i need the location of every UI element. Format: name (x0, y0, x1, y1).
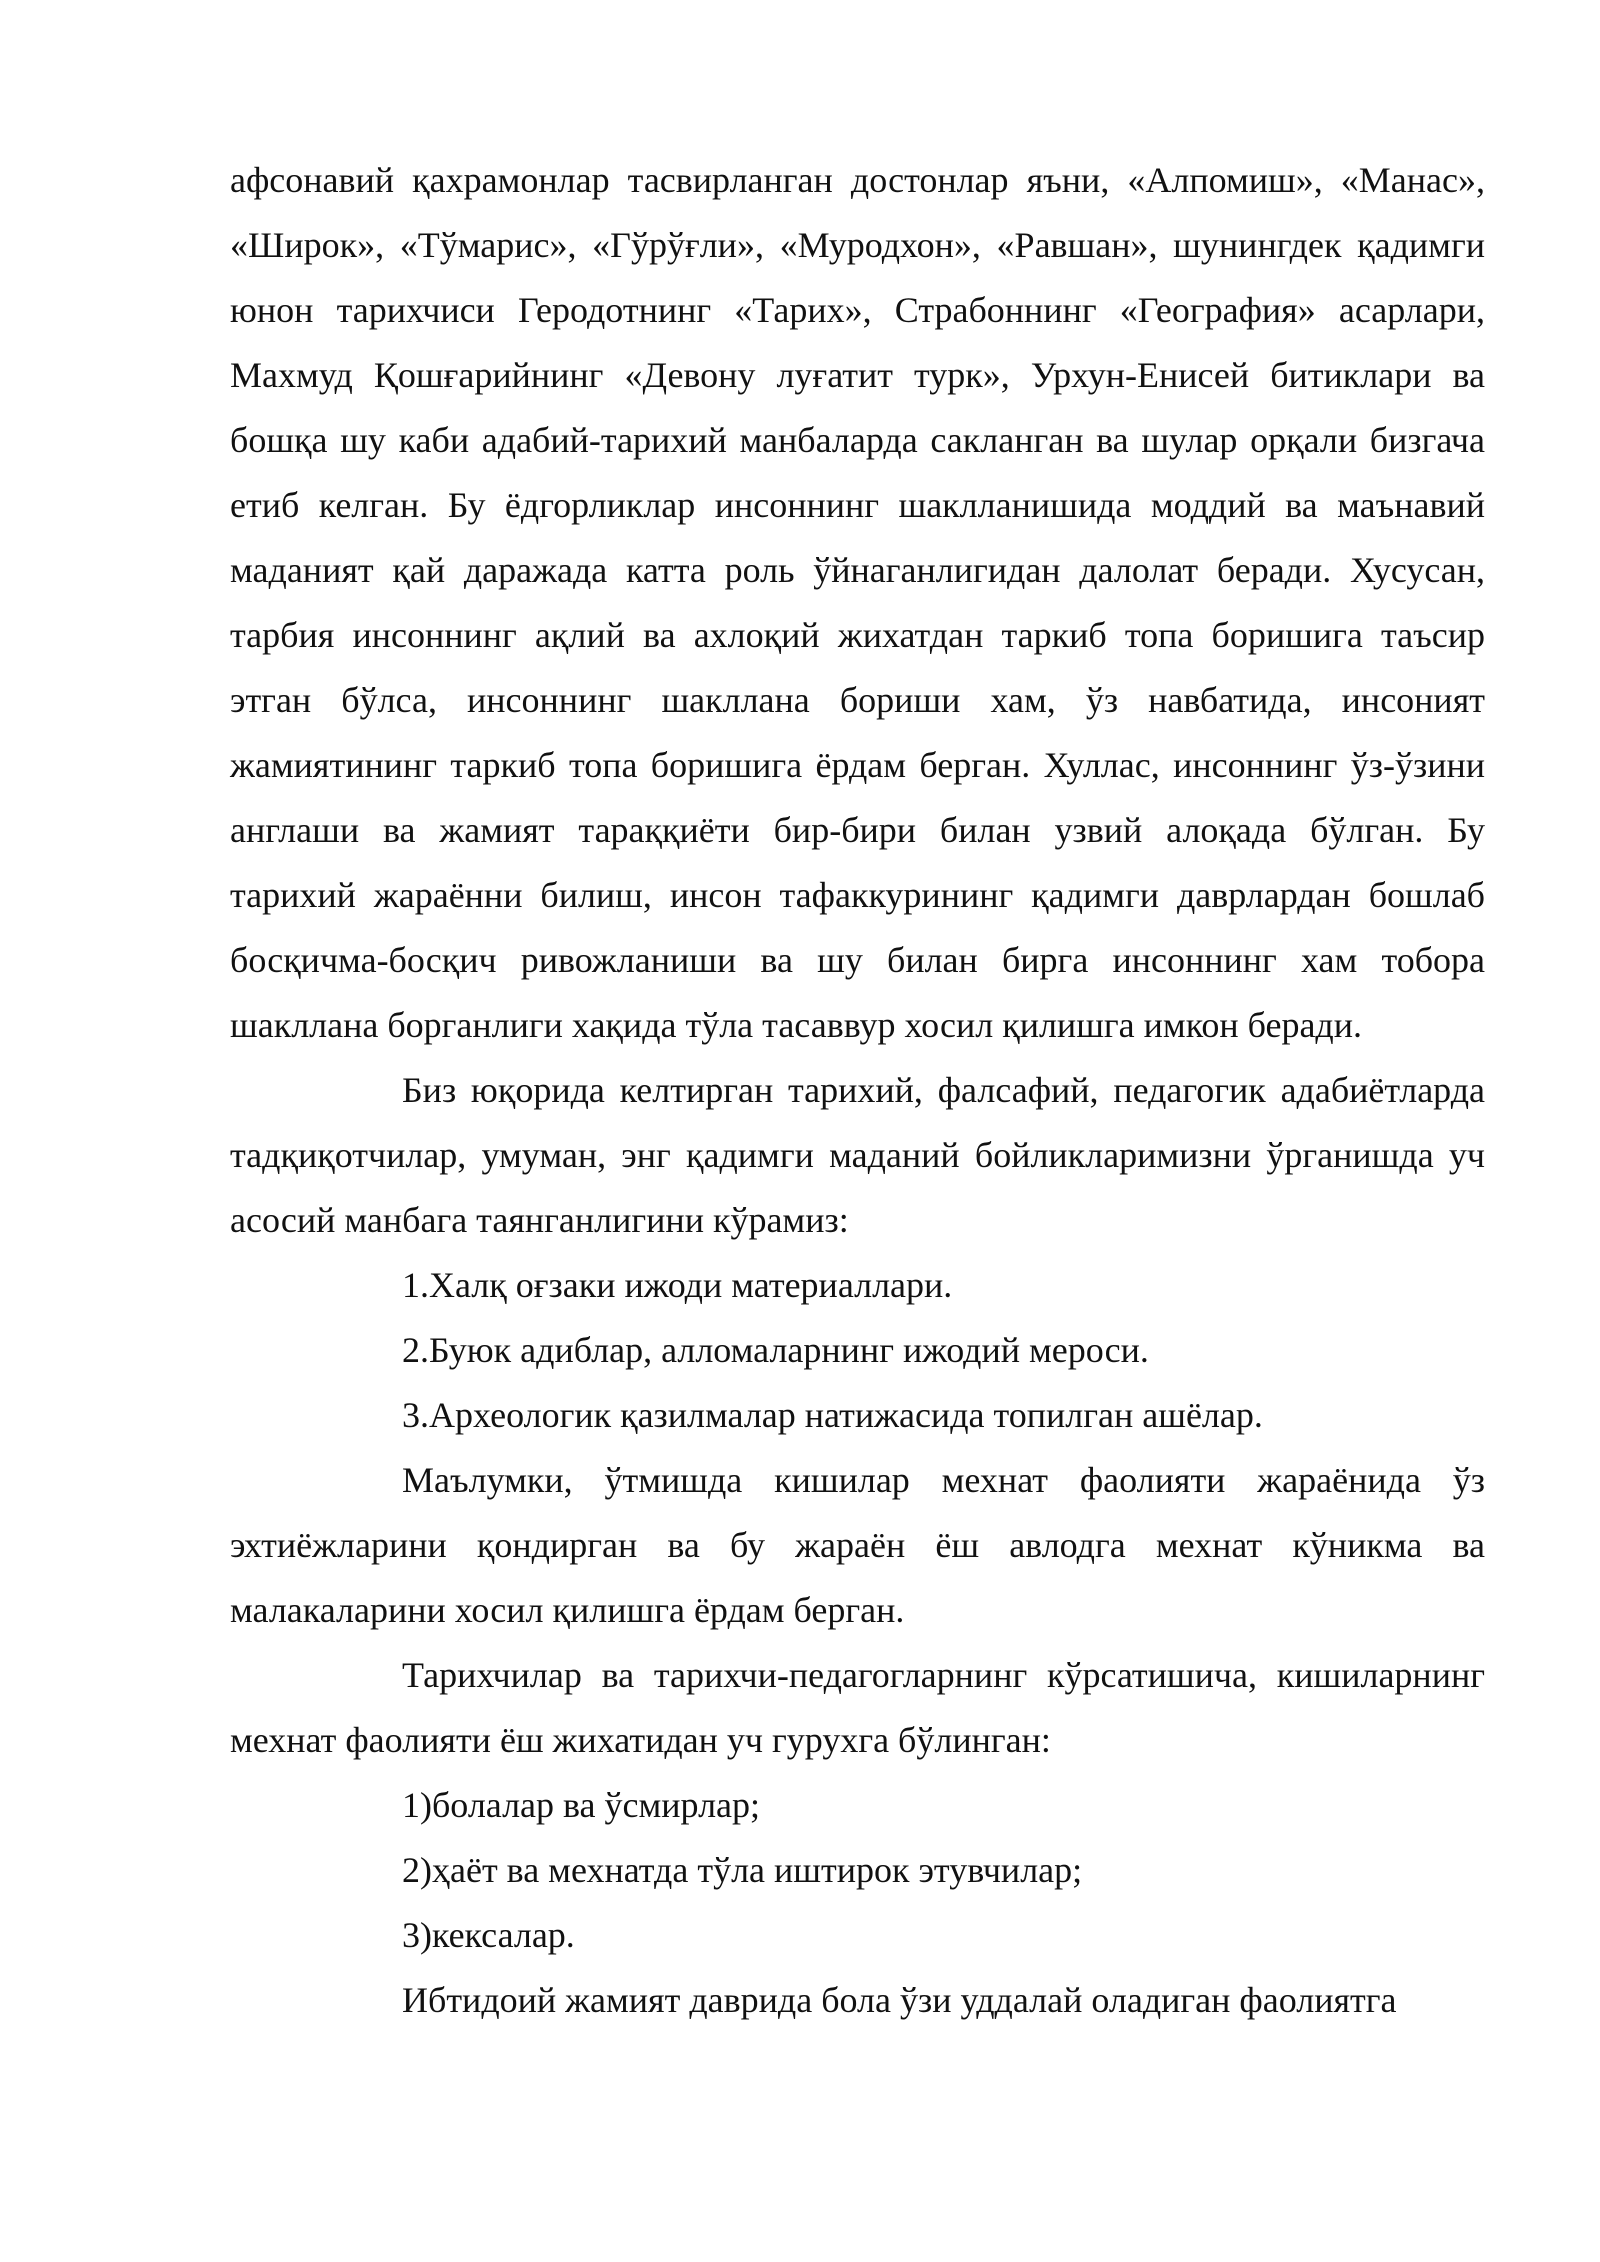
paragraph-sources-intro: Биз юқорида келтирган тарихий, фалсафий, педагогик адабиётларда тадқиқотчилар, умуман, энг қадимги маданий бойликларимизни ўрганишда уч асосий манбага таянганлигини кўрамиз: (230, 1070, 1485, 1240)
paragraph-primitive-society: Ибтидоий жамият даврида бола ўзи уддалай оладиган фаолиятга (402, 1980, 1397, 2020)
list-item-source-1: 1.Халқ оғзаки ижоди материаллари. (402, 1265, 953, 1305)
document-body (230, 148, 1485, 2033)
list-item-source-2: 2.Буюк адиблар, алломаларнинг ижодий мероси. (402, 1330, 1149, 1370)
list-item-source-3: 3.Археологик қазилмалар натижасида топилган ашёлар. (402, 1395, 1263, 1435)
paragraph-labor-activity: Маълумки, ўтмишда кишилар мехнат фаолияти жараёнида ўз эхтиёжларини қондирган ва бу жараён ёш авлодга мехнат кўникма ва малакаларини хосил қилишга ёрдам берган. (230, 1460, 1485, 1630)
paragraph-age-groups-intro: Тарихчилар ва тарихчи-педагогларнинг кўрсатишича, кишиларнинг мехнат фаолияти ёш жихатидан уч гурухга бўлинган: (230, 1655, 1485, 1760)
list-item-age-group-1: 1)болалар ва ўсмирлар; (402, 1785, 761, 1825)
list-item-age-group-2: 2)ҳаёт ва мехнатда тўла иштирок этувчилар; (402, 1850, 1083, 1890)
list-item-age-group-3: 3)кексалар. (402, 1915, 575, 1955)
paragraph-intro: афсонавий қахрамонлар тасвирланган достонлар яъни, «Алпомиш», «Манас», «Широк», «Тўмарис», «Гўрўғли», «Муродхон», «Равшан», шунингдек қадимги юнон тарихчиси Геродотнинг «Тарих», Страбоннинг «География» асарлари, Махмуд Қошғарийнинг «Девону луғатит турк», Урхун-Енисей битиклари ва бошқа шу каби адабий-тарихий манбаларда сакланган ва шулар орқали бизгача етиб келган. Бу ёдгорликлар инсоннинг шаклланишида моддий ва маънавий маданият қай даражада катта роль ўйнаганлигидан далолат беради. Хусусан, тарбия инсоннинг ақлий ва ахлоқий жихатдан таркиб топа боришига таъсир этган бўлса, инсоннинг шакллана бориши хам, ўз навбатида, инсоният жамиятининг таркиб топа боришига ёрдам берган. Хуллас, инсоннинг ўз-ўзини англаши ва жамият тараққиёти бир-бири билан узвий алоқада бўлган. Бу тарихий жараённи билиш, инсон тафаккурининг қадимги даврлардан бошлаб босқичма-босқич ривожланиши ва шу билан бирга инсоннинг хам тобора шакллана борганлиги хақида тўла тасаввур хосил қилишга имкон беради. (230, 160, 1485, 1045)
